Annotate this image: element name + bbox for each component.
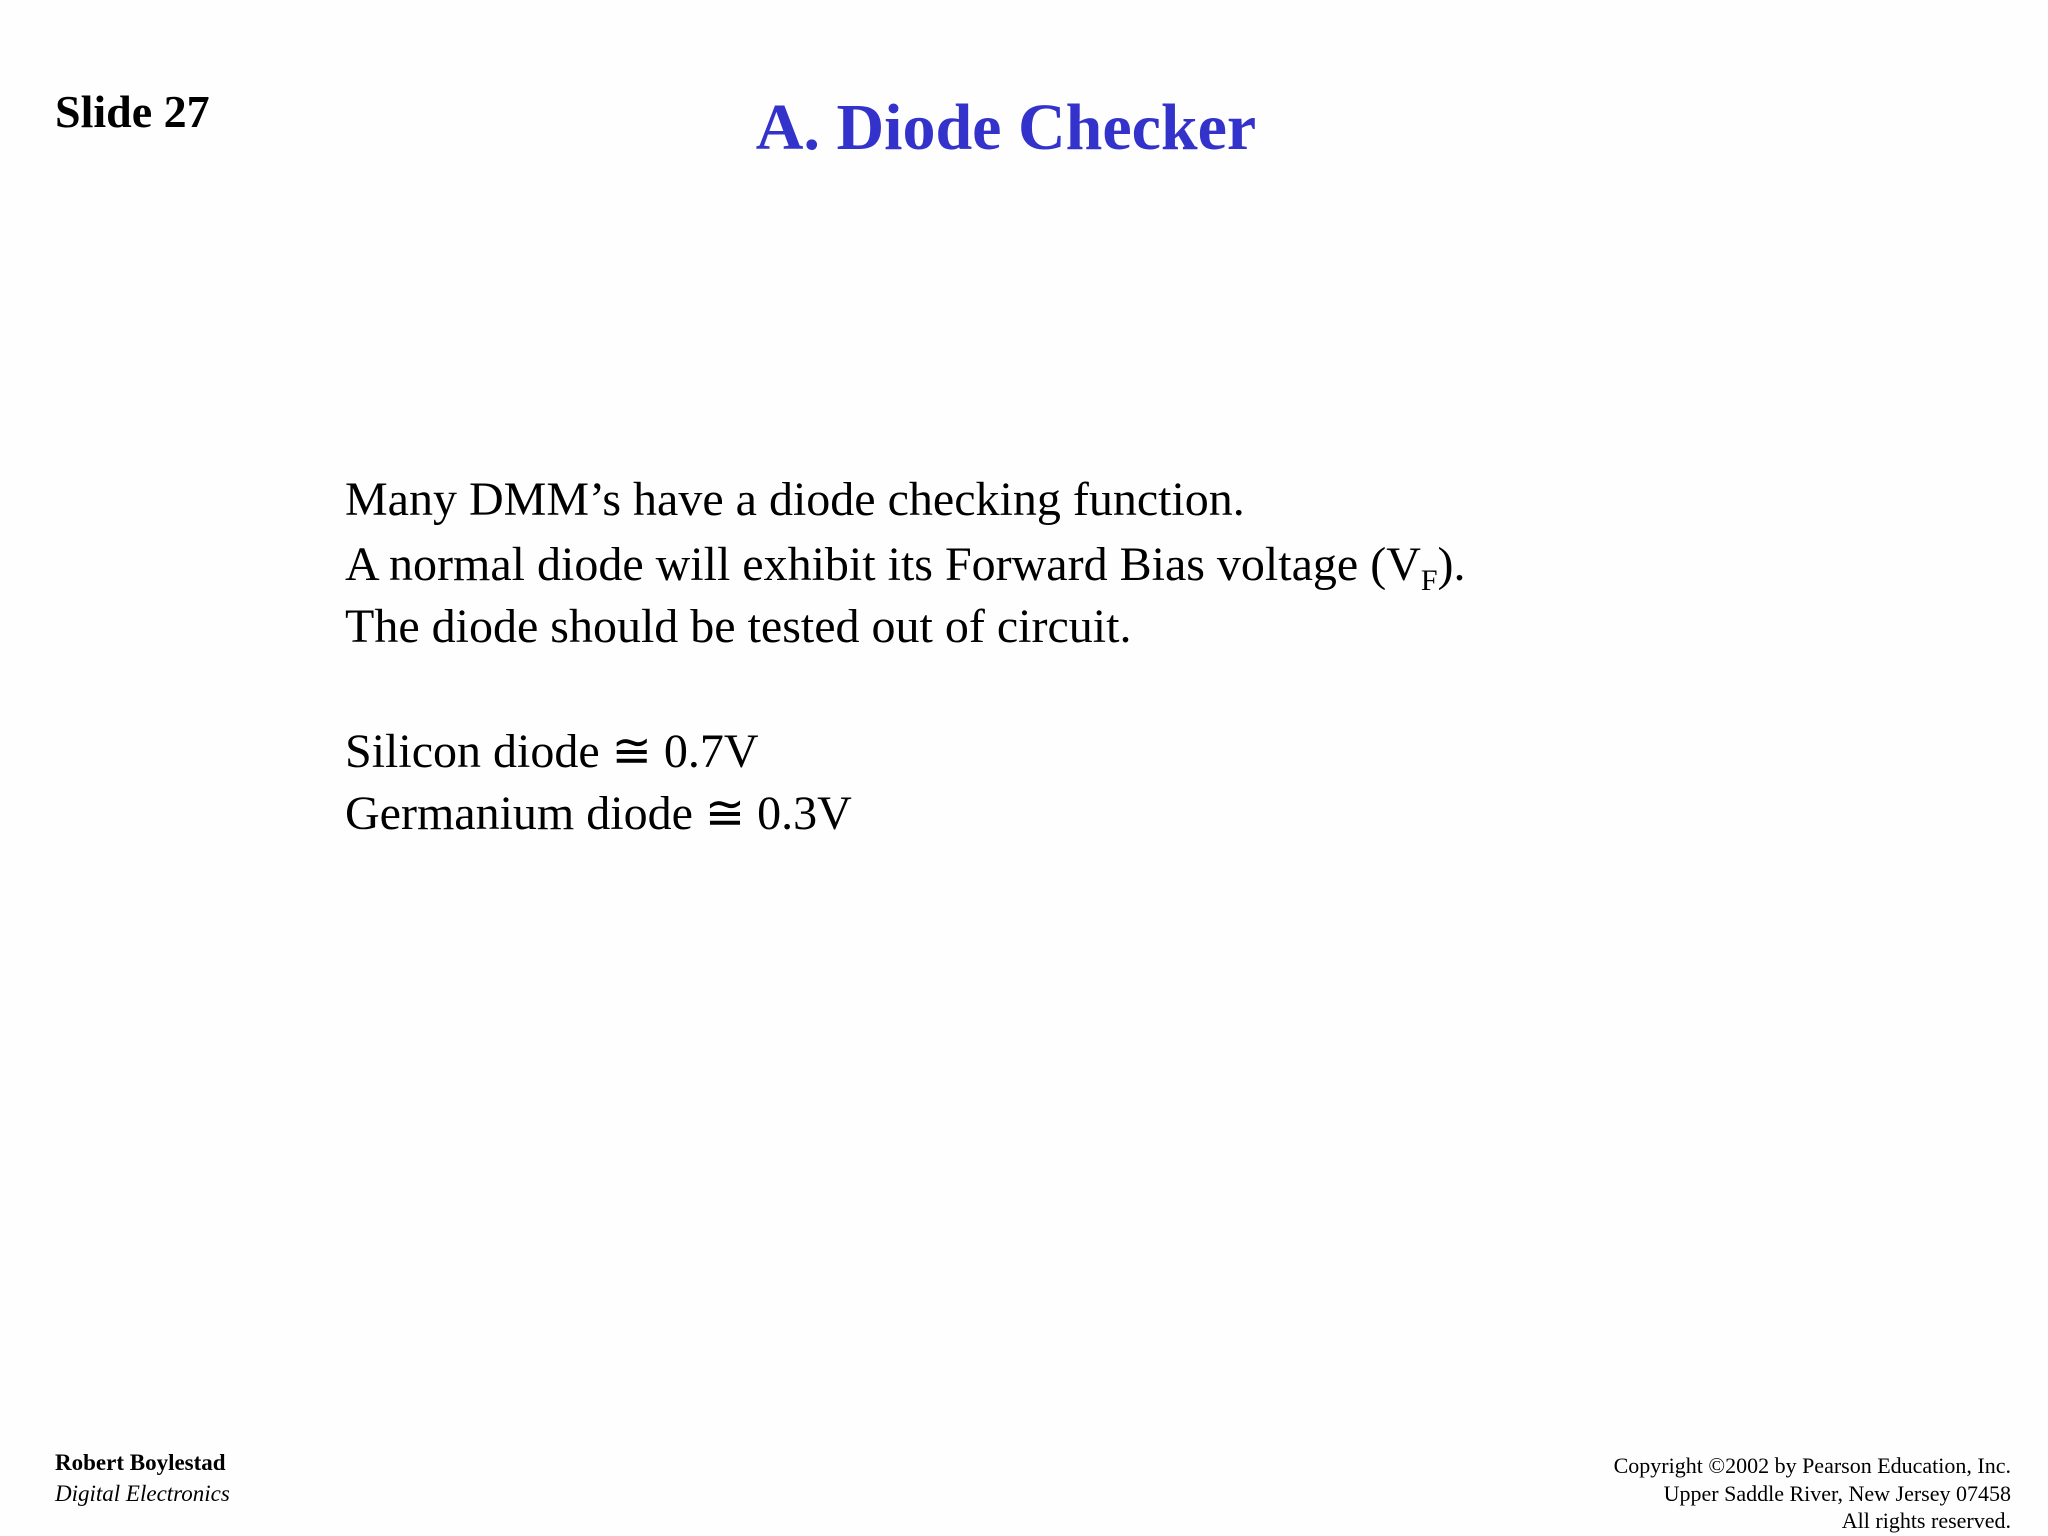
silicon-diode-line: Silicon diode ≅ 0.7V <box>345 725 759 778</box>
slide-body <box>345 469 1466 848</box>
footer-copyright <box>1614 1452 2011 1535</box>
germanium-diode-line: Germanium diode ≅ 0.3V <box>345 787 852 840</box>
copyright-line: Copyright ©2002 by Pearson Education, Inc. <box>1613 1453 2011 1478</box>
paragraph-spacer <box>345 661 1466 721</box>
body-line-2-end: ). <box>1437 538 1466 591</box>
body-line-2-text: A normal diode will exhibit its Forward Bias voltage (V <box>345 538 1421 591</box>
footer-credits <box>55 1447 230 1509</box>
forward-voltage-subscript: F <box>1420 564 1438 597</box>
footer-book-title: Digital Electronics <box>55 1481 230 1507</box>
footer-author: Robert Boylestad <box>55 1450 226 1475</box>
body-line-1: Many DMM’s have a diode checking function. <box>345 473 1245 526</box>
slide-title: A. Diode Checker <box>755 91 1257 164</box>
body-line-2 <box>345 534 1466 596</box>
slide-number: Slide 27 <box>55 86 210 137</box>
rights-line: All rights reserved. <box>1841 1508 2011 1533</box>
address-line: Upper Saddle River, New Jersey 07458 <box>1663 1480 2011 1506</box>
body-line-3: The diode should be tested out of circuit. <box>345 600 1132 653</box>
